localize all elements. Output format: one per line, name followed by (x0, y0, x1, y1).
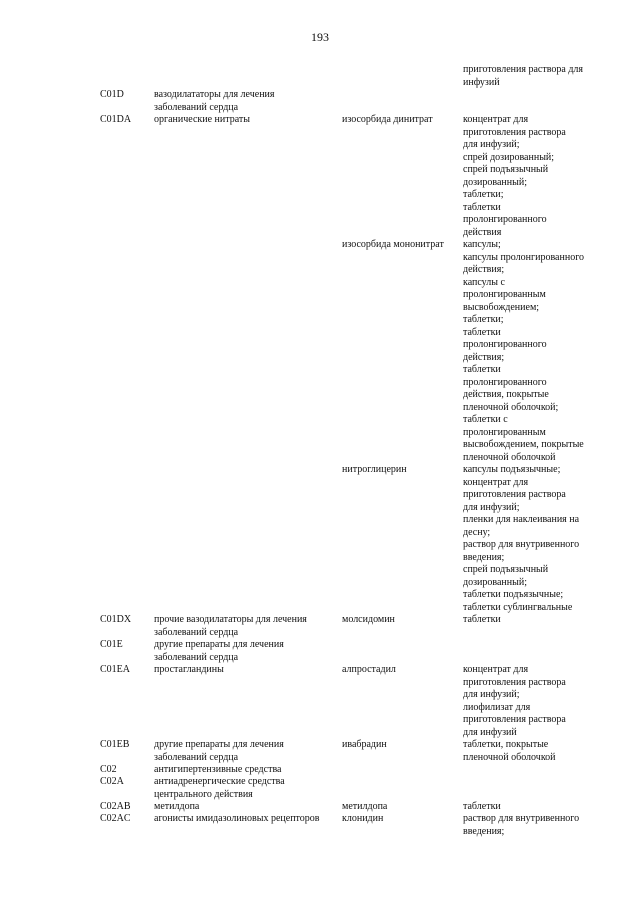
forms-cell-line: концентрат для (463, 114, 529, 125)
group-cell (154, 89, 340, 114)
group-cell-line: другие препараты для лечения (154, 739, 284, 750)
forms-cell-line: спрей дозированный; (463, 151, 555, 163)
forms-cell-line: десну; (463, 526, 491, 538)
group-cell-line: прочие вазодилататоры для лечения (154, 614, 307, 625)
forms-cell-line: капсулы подъязычные; (463, 464, 561, 475)
forms-cell-line: таблетки; (463, 189, 504, 200)
forms-cell-line: капсулы с (463, 276, 505, 288)
group-cell-line: метилдопа (154, 801, 200, 812)
forms-cell-line: спрей подъязычный (463, 164, 549, 175)
forms-cell-line: приготовления раствора (463, 126, 566, 138)
forms-cell (463, 739, 603, 764)
forms-cell-line: таблетки (463, 801, 501, 812)
forms-cell-line: инфузий (463, 76, 500, 88)
forms-cell-line: действия (463, 226, 502, 238)
forms-cell-line: пролонгированного (463, 376, 547, 388)
group-cell-line: антиадренергические средства (154, 776, 285, 787)
inn-cell: ивабрадин (342, 739, 387, 750)
forms-cell-line: пролонгированным (463, 426, 546, 438)
group-cell (154, 639, 340, 664)
group-cell (154, 776, 340, 801)
group-cell (154, 114, 340, 127)
group-cell-line: заболеваний сердца (154, 101, 239, 113)
forms-cell (463, 64, 603, 89)
inn-cell: молсидомин (342, 614, 395, 625)
group-cell-line: агонисты имидазолиновых рецепторов (154, 813, 320, 824)
forms-cell-line: приготовления раствора (463, 714, 566, 725)
forms-cell-line: таблетки; (463, 314, 504, 325)
forms-cell-line: дозированный; (463, 176, 527, 188)
forms-cell-line: таблетки подъязычные; (463, 589, 564, 600)
forms-cell-line: приготовления раствора (463, 676, 566, 688)
code-cell: C01DA (100, 114, 132, 125)
group-cell-line: простагландины (154, 664, 224, 675)
forms-cell (463, 614, 603, 627)
forms-cell (463, 813, 603, 838)
forms-cell (463, 114, 603, 239)
forms-cell-line: пленочной оболочкой (463, 751, 556, 763)
forms-cell-line: для инфузий; (463, 139, 520, 150)
forms-cell-line: для инфузий; (463, 501, 520, 513)
group-cell-line: другие препараты для лечения (154, 639, 284, 650)
forms-cell-line: таблетки с (463, 414, 508, 425)
forms-cell-line: таблетки, покрытые (463, 739, 549, 750)
group-cell (154, 764, 340, 777)
forms-cell-line: концентрат для (463, 476, 529, 488)
group-cell-line: заболеваний сердца (154, 626, 239, 638)
forms-cell-line: приготовления раствора (463, 489, 566, 500)
group-cell-line: антигипертензивные средства (154, 764, 282, 775)
group-cell-line: центрального действия (154, 788, 253, 800)
group-cell-line: заболеваний сердца (154, 751, 239, 763)
forms-cell (463, 464, 603, 614)
forms-cell-line: пленки для наклеивания на (463, 514, 580, 525)
forms-cell-line: действия, покрытые (463, 389, 549, 400)
forms-cell-line: спрей подъязычный (463, 564, 549, 575)
forms-cell-line: высвобождением, покрытые (463, 439, 584, 450)
code-cell: C01EB (100, 739, 130, 750)
forms-cell-line: пленочной оболочкой (463, 451, 556, 463)
forms-cell-line: капсулы; (463, 239, 501, 250)
code-cell: C02AB (100, 801, 131, 812)
code-cell: C02A (100, 776, 124, 787)
forms-cell (463, 664, 603, 739)
forms-cell-line: пролонгированного (463, 339, 547, 350)
group-cell (154, 801, 340, 814)
forms-cell-line: действия; (463, 351, 505, 363)
code-cell: C01E (100, 639, 123, 650)
forms-cell-line: таблетки (463, 364, 501, 375)
forms-cell-line: дозированный; (463, 576, 527, 588)
group-cell (154, 739, 340, 764)
group-cell-line: заболеваний сердца (154, 651, 239, 663)
forms-cell-line: действия; (463, 264, 505, 275)
inn-cell: алпростадил (342, 664, 396, 675)
page-number: 193 (311, 30, 329, 44)
forms-cell-line: пролонгированного (463, 214, 547, 225)
code-cell: C02AC (100, 813, 131, 824)
forms-cell-line: для инфузий (463, 726, 517, 738)
forms-cell-line: раствор для внутривенного (463, 539, 580, 550)
forms-cell-line: введения; (463, 825, 505, 837)
inn-cell: метилдопа (342, 801, 388, 812)
inn-cell: изосорбида динитрат (342, 114, 433, 125)
forms-cell-line: раствор для внутривенного (463, 813, 580, 824)
forms-cell (463, 801, 603, 814)
forms-cell-line: пролонгированным (463, 289, 546, 300)
forms-cell-line: таблетки (463, 201, 501, 213)
code-cell: C02 (100, 764, 117, 775)
inn-cell: клонидин (342, 813, 384, 824)
forms-cell-line: высвобождением; (463, 301, 540, 313)
forms-cell-line: таблетки (463, 614, 501, 625)
forms-cell-line: для инфузий; (463, 689, 520, 700)
code-cell: C01DX (100, 614, 132, 625)
forms-cell (463, 239, 603, 464)
group-cell-line: органические нитраты (154, 114, 251, 125)
forms-cell-line: приготовления раствора для (463, 64, 583, 75)
inn-cell: нитроглицерин (342, 464, 407, 475)
group-cell-line: вазодилататоры для лечения (154, 89, 275, 100)
inn-cell: изосорбида мононитрат (342, 239, 444, 250)
group-cell (154, 664, 340, 677)
group-cell (154, 813, 340, 826)
forms-cell-line: капсулы пролонгированного (463, 251, 585, 263)
group-cell (154, 614, 340, 639)
code-cell: C01D (100, 89, 124, 100)
forms-cell-line: введения; (463, 551, 505, 563)
forms-cell-line: пленочной оболочкой; (463, 401, 559, 413)
forms-cell-line: таблетки сублингвальные (463, 601, 573, 613)
forms-cell-line: концентрат для (463, 664, 529, 675)
forms-cell-line: таблетки (463, 326, 501, 338)
forms-cell-line: лиофилизат для (463, 701, 531, 713)
code-cell: C01EA (100, 664, 130, 675)
